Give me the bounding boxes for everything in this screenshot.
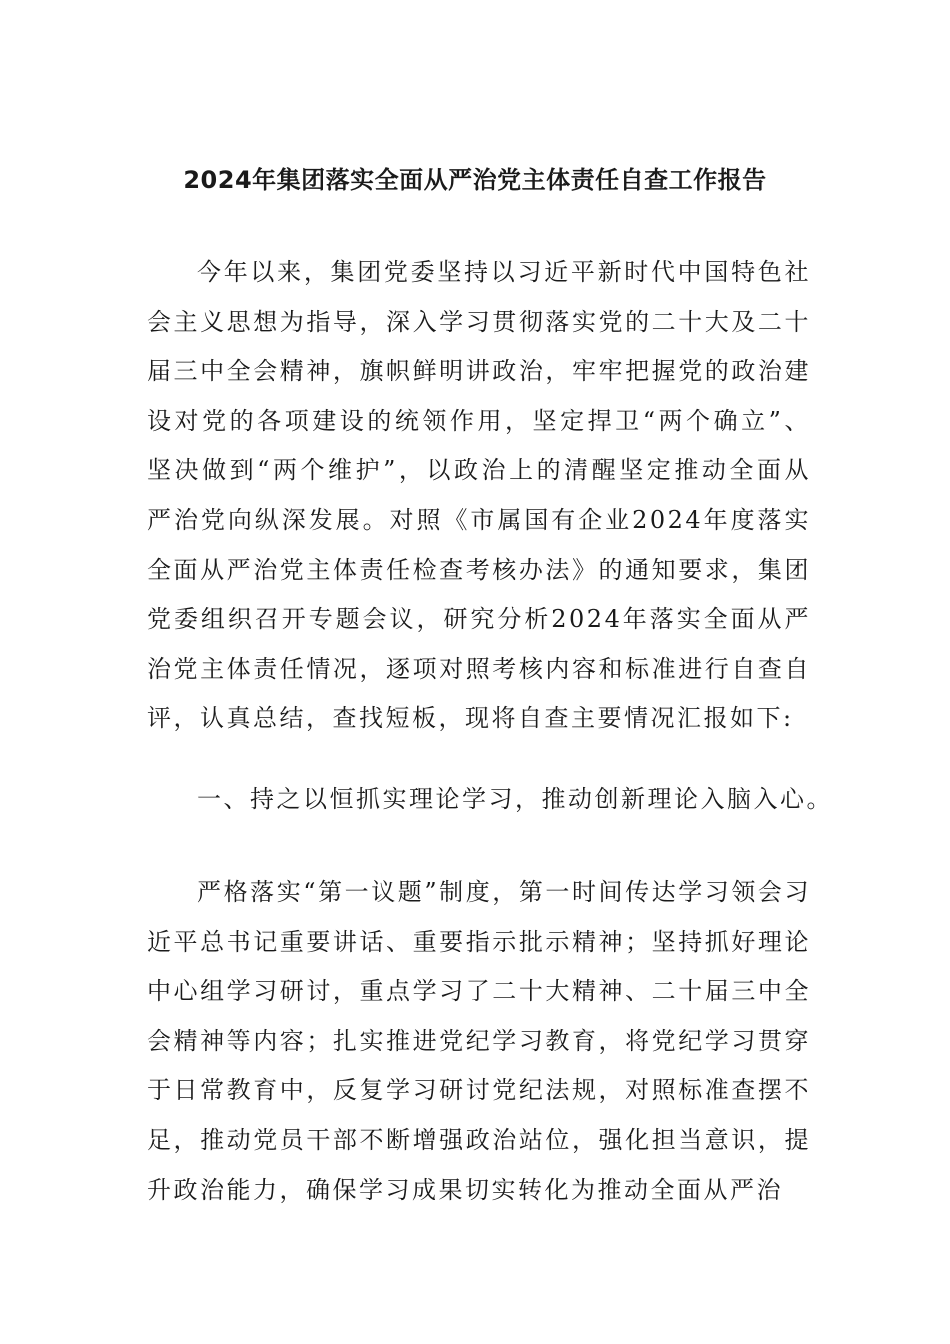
section-heading: 一、持之以恒抓实理论学习，推动创新理论入脑入心。 (197, 785, 833, 813)
intro-paragraph: 今年以来，集团党委坚持以习近平新时代中国特色社会主义思想为指导，深入学习贯彻落实党的二十大及二十届三中全会精神，旗帜鲜明讲政治，牢牢把握党的政治建设对党的各项建设的统领作用，坚定捍卫“两个确立”、坚决做到“两个维护”，以政治上的清醒坚定推动全面从严治党向纵深发展。对照《市属国有企业2024年度落实全面从严治党主体责任检查考核办法》的通知要求，集团党委组织召开专题会议，研究分析2024年落实全面从严治党主体责任情况，逐项对照考核内容和标准进行自查自评，认真总结，查找短板，现将自查主要情况汇报如下: (147, 258, 811, 733)
document-title: 2024年集团落实全面从严治党主体责任自查工作报告 (183, 166, 767, 194)
body-paragraph: 严格落实“第一议题”制度，第一时间传达学习领会习近平总书记重要讲话、重要指示批示精神；坚持抓好理论中心组学习研讨，重点学习了二十大精神、二十届三中全会精神等内容；扎实推进党纪学习教育，将党纪学习贯穿于日常教育中，反复学习研讨党纪法规，对照标准查摆不足，推动党员干部不断增强政治站位，强化担当意识，提升政治能力，确保学习成果切实转化为推动全面从严治 (147, 878, 811, 1204)
